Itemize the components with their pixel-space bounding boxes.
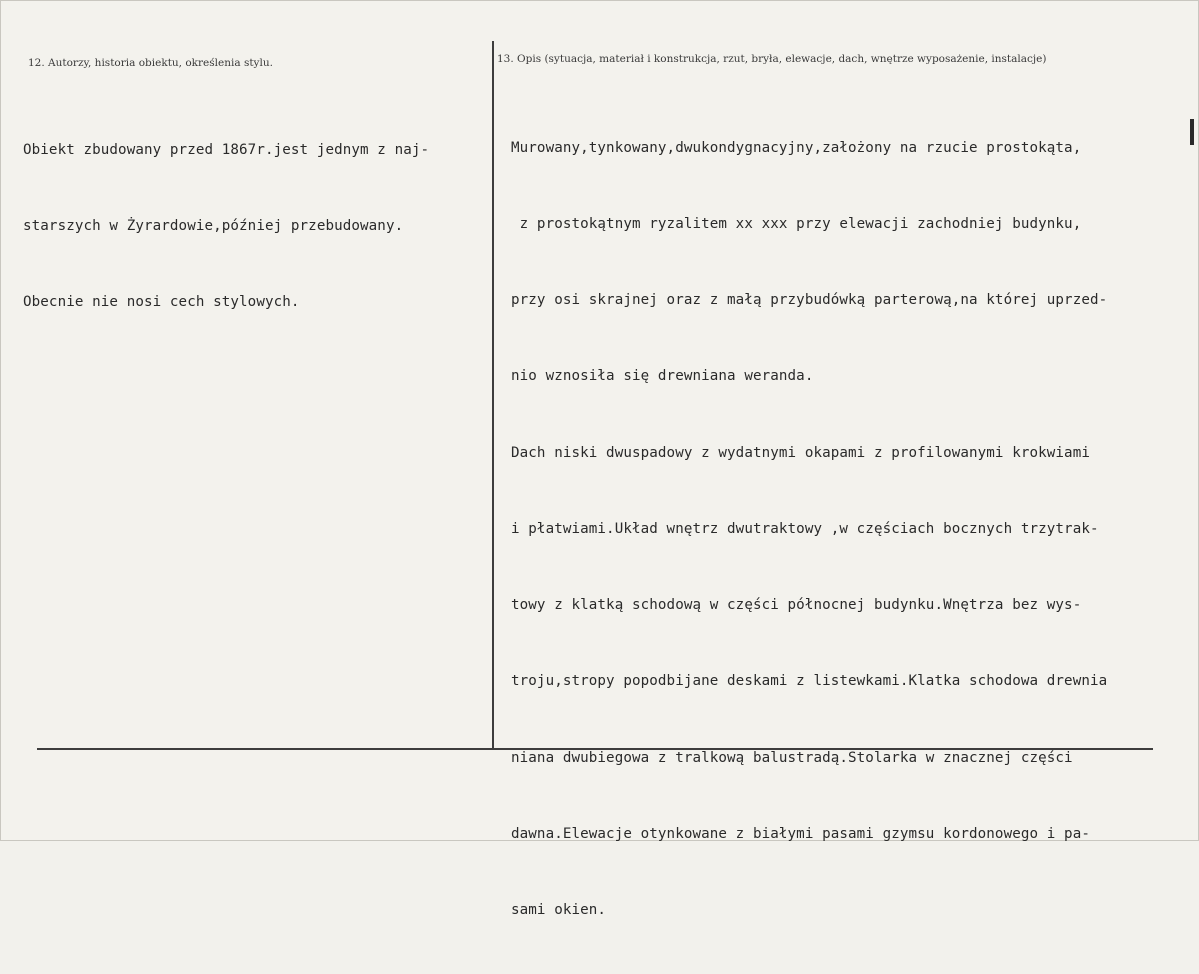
field-13-label: 13. Opis (sytuacja, materiał i konstrukcja, rzut, bryła, elewacje, dach, wnętrze wyposażenie, instalacje) xyxy=(497,53,1047,65)
field-12-label: 12. Autorzy, historia obiektu, określenia stylu. xyxy=(28,57,273,69)
description-line: niana dwubiegowa z tralkową balustradą.Stolarka w znacznej części xyxy=(511,749,1073,766)
description-line: dawna.Elewacje otynkowane z białymi pasami gzymsu kordonowego i pa- xyxy=(511,825,1090,842)
history-line: Obiekt zbudowany przed 1867r.jest jednym z naj- xyxy=(23,141,430,158)
history-line: Obecnie nie nosi cech stylowych. xyxy=(23,294,300,311)
description-line: Murowany,tynkowany,dwukondygnacyjny,założony na rzucie prostokąta, xyxy=(511,139,1082,156)
description-line: przy osi skrajnej oraz z małą przybudówką parterową,na której uprzed- xyxy=(511,292,1108,309)
history-text xyxy=(23,87,429,366)
margin-mark xyxy=(1190,119,1194,145)
description-line: i płatwiami.Układ wnętrz dwutraktowy ,w częściach bocznych trzytrak- xyxy=(511,520,1099,537)
description-line: sami okien. xyxy=(511,902,607,918)
description-line: z prostokątnym ryzalitem xx xxx przy elewacji zachodniej budynku, xyxy=(511,216,1082,233)
description-line: troju,stropy popodbijane deskami z listewkami.Klatka schodowa drewnia xyxy=(511,673,1108,690)
history-line: starszych w Żyrardowie,później przebudowany. xyxy=(23,218,404,235)
description-line: nio wznosiła się drewniana weranda. xyxy=(511,368,814,385)
description-line: Dach niski dwuspadowy z wydatnymi okapami z profilowanymi krokwiami xyxy=(511,444,1090,461)
column-divider xyxy=(492,41,494,749)
description-line: towy z klatką schodową w części północnej budynku.Wnętrza bez wys- xyxy=(511,597,1082,614)
